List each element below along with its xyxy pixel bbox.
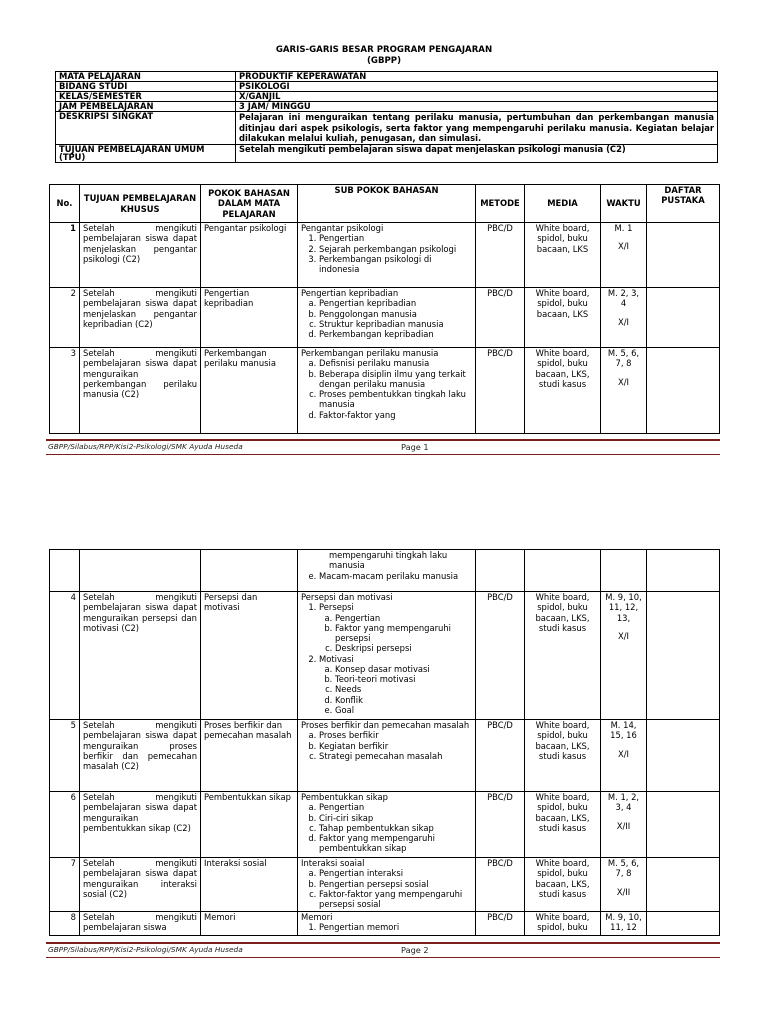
waktu-meeting: M. 1 bbox=[614, 223, 633, 233]
daftar-pustaka-cell bbox=[647, 720, 720, 792]
sub-title: Perkembangan perilaku manusia bbox=[301, 348, 439, 358]
info-row-mata-pelajaran bbox=[56, 72, 718, 82]
pokok-cell: Interaksi sosial bbox=[201, 858, 298, 912]
pokok-cell: Persepsi dan motivasi bbox=[201, 592, 298, 720]
tujuan-cell: Setelah mengikuti pembelajaran siswa dapat menguraikan persepsi dan motivasi (C2) bbox=[80, 592, 201, 720]
course-info-table bbox=[55, 71, 718, 163]
sub-pokok-cell bbox=[298, 550, 476, 592]
sub-pokok-cell bbox=[298, 720, 476, 792]
table-row bbox=[50, 223, 720, 288]
waktu-class: X/I bbox=[617, 316, 630, 327]
waktu-meeting: M. 5, 6, 7, 8 bbox=[607, 348, 640, 369]
list-group bbox=[319, 602, 472, 653]
list-item: a. Pengertian bbox=[335, 613, 472, 623]
list-item: d. Faktor yang mempengaruhi pembentukkan sikap bbox=[319, 833, 472, 854]
list-item: a. Pengertian interaksi bbox=[319, 868, 472, 878]
footer-rule bbox=[46, 439, 720, 441]
waktu-cell: M. 9, 10, 11, 12 bbox=[601, 912, 647, 936]
tujuan-cell: Setelah mengikuti pembelajaran siswa dapat menguraikan pembentukkan sikap (C2) bbox=[80, 792, 201, 858]
info-label: DESKRIPSI SINGKAT bbox=[56, 112, 236, 145]
waktu-cell bbox=[601, 858, 647, 912]
list-item: b. Beberapa disiplin ilmu yang terkait dengan perilaku manusia bbox=[319, 369, 472, 390]
table-row bbox=[50, 720, 720, 792]
list-item: e. Macam-macam perilaku manusia bbox=[319, 571, 472, 581]
waktu-meeting: M. 5, 6, 7, 8 bbox=[607, 858, 640, 879]
tujuan-cell bbox=[80, 550, 201, 592]
tujuan-cell: Setelah mengikuti pembelajaran siswa dapat menjelaskan pengantar psikologi (C2) bbox=[80, 223, 201, 288]
footer-source: GBPP/Silabus/RPP/Kisi2-Psikologi/SMK Ayuda Huseda bbox=[48, 945, 243, 954]
list-item: b. Pengertian persepsi sosial bbox=[319, 879, 472, 889]
metode-cell: PBC/D bbox=[476, 223, 525, 288]
row-number: 4 bbox=[50, 592, 80, 720]
info-value: PSIKOLOGI bbox=[236, 82, 718, 92]
metode-cell: PBC/D bbox=[476, 348, 525, 434]
info-row-deskripsi bbox=[56, 112, 718, 145]
list-item: e. Goal bbox=[335, 705, 472, 715]
list-item: 1. Pengertian bbox=[319, 233, 472, 243]
header-no: No. bbox=[50, 185, 80, 223]
list-item: d. Faktor-faktor yang bbox=[319, 410, 472, 420]
table-header-row bbox=[50, 185, 720, 223]
list-item: b. Kegiatan berfikir bbox=[319, 741, 472, 751]
header-media: MEDIA bbox=[525, 185, 601, 223]
list-item: c. Proses pembentukkan tingkah laku manusia bbox=[319, 389, 472, 410]
continued-text: mempengaruhi tingkah laku manusia bbox=[329, 550, 448, 571]
media-cell: White board, spidol, buku bacaan, LKS, studi kasus bbox=[525, 592, 601, 720]
header-sub-pokok: SUB POKOK BAHASAN bbox=[298, 185, 476, 223]
row-number bbox=[50, 550, 80, 592]
waktu-cell bbox=[601, 720, 647, 792]
sub-title: Pembentukkan sikap bbox=[301, 792, 388, 802]
list-item: c. Strategi pemecahan masalah bbox=[319, 751, 472, 761]
info-value: Setelah mengikuti pembelajaran siswa dapat menjelaskan psikologi manusia (C2) bbox=[236, 144, 718, 163]
info-label: MATA PELAJARAN bbox=[56, 72, 236, 82]
row-number: 2 bbox=[50, 288, 80, 348]
page-footer-1 bbox=[46, 442, 720, 456]
metode-cell: PBC/D bbox=[476, 720, 525, 792]
waktu-class: X/I bbox=[617, 748, 630, 759]
waktu-cell bbox=[601, 348, 647, 434]
info-row-tpu bbox=[56, 144, 718, 163]
list-item: 2. Sejarah perkembangan psikologi bbox=[319, 244, 472, 254]
sub-pokok-cell bbox=[298, 858, 476, 912]
media-cell: White board, spidol, buku bbox=[525, 912, 601, 936]
info-value: Pelajaran ini menguraikan tentang perilaku manusia, pertumbuhan dan perkembangan manusia ditinjau dari aspek psikologis, serta faktor yang mempengaruhi perilaku manusia. Kegiatan belajar dilakukan melalui kuliah, penugasan, dan simulasi. bbox=[236, 112, 718, 145]
sub-title: Memori bbox=[301, 912, 333, 922]
waktu-class: X/I bbox=[617, 241, 630, 252]
waktu-cell bbox=[601, 288, 647, 348]
metode-cell: PBC/D bbox=[476, 792, 525, 858]
media-cell: White board, spidol, buku bacaan, LKS, studi kasus bbox=[525, 792, 601, 858]
waktu-cell bbox=[601, 550, 647, 592]
info-label: KELAS/SEMESTER bbox=[56, 92, 236, 102]
waktu-meeting: M. 2, 3, 4 bbox=[607, 288, 640, 309]
header-waktu: WAKTU bbox=[601, 185, 647, 223]
footer-rule bbox=[46, 454, 720, 455]
list-item: c. Struktur kepribadian manusia bbox=[319, 319, 472, 329]
page-number: Page 1 bbox=[401, 442, 429, 452]
list-item: b. Penggolongan manusia bbox=[319, 309, 472, 319]
list-item: a. Konsep dasar motivasi bbox=[335, 664, 472, 674]
daftar-pustaka-cell bbox=[647, 912, 720, 936]
list-item: a. Defisnisi perilaku manusia bbox=[319, 358, 472, 368]
media-cell: White board, spidol, buku bacaan, LKS, studi kasus bbox=[525, 720, 601, 792]
waktu-class: X/II bbox=[616, 886, 631, 897]
syllabus-table-page-1 bbox=[49, 184, 720, 434]
info-row-kelas bbox=[56, 92, 718, 102]
document-subtitle: (GBPP) bbox=[366, 56, 402, 66]
tujuan-cell: Setelah mengikuti pembelajaran siswa dapat menguraikan perkembangan perilaku manusia (C2) bbox=[80, 348, 201, 434]
header-metode: METODE bbox=[476, 185, 525, 223]
table-row bbox=[50, 592, 720, 720]
group-title: Motivasi bbox=[319, 653, 354, 664]
list-item: b. Ciri-ciri sikap bbox=[319, 813, 472, 823]
list-item: 1. Pengertian memori bbox=[319, 922, 472, 932]
pokok-cell: Perkembangan perilaku manusia bbox=[201, 348, 298, 434]
sub-pokok-cell bbox=[298, 792, 476, 858]
media-cell bbox=[525, 550, 601, 592]
list-item: d. Konflik bbox=[335, 695, 472, 705]
header-tujuan: TUJUAN PEMBELAJARAN KHUSUS bbox=[80, 185, 201, 223]
daftar-pustaka-cell bbox=[647, 348, 720, 434]
row-number: 8 bbox=[50, 912, 80, 936]
row-number: 3 bbox=[50, 348, 80, 434]
waktu-meeting: M. 9, 10, 11, 12, 13, bbox=[605, 592, 642, 623]
page-footer-2 bbox=[46, 945, 720, 959]
table-row bbox=[50, 912, 720, 936]
waktu-cell bbox=[601, 223, 647, 288]
footer-rule bbox=[46, 957, 720, 958]
media-cell: White board, spidol, buku bacaan, LKS bbox=[525, 223, 601, 288]
footer-source: GBPP/Silabus/RPP/Kisi2-Psikologi/SMK Ayuda Huseda bbox=[48, 442, 243, 451]
header-daftar-pustaka: DAFTAR PUSTAKA bbox=[647, 185, 720, 223]
table-row-continuation bbox=[50, 550, 720, 592]
waktu-class: X/II bbox=[616, 820, 631, 831]
tujuan-cell: Setelah mengikuti pembelajaran siswa dapat menjelaskan pengantar kepribadian (C2) bbox=[80, 288, 201, 348]
row-number: 7 bbox=[50, 858, 80, 912]
sub-title: Interaksi soaial bbox=[301, 858, 365, 868]
waktu-class: X/I bbox=[617, 630, 630, 641]
pokok-cell: Proses berfikir dan pemecahan masalah bbox=[201, 720, 298, 792]
info-label: BIDANG STUDI bbox=[56, 82, 236, 92]
tujuan-cell: Setelah mengikuti pembelajaran siswa dapat menguraikan interaksi sosial (C2) bbox=[80, 858, 201, 912]
sub-pokok-cell bbox=[298, 288, 476, 348]
row-number: 6 bbox=[50, 792, 80, 858]
list-item: 3. Perkembangan psikologi di indonesia bbox=[319, 254, 472, 275]
sub-pokok-cell bbox=[298, 592, 476, 720]
row-number: 5 bbox=[50, 720, 80, 792]
info-row-bidang-studi bbox=[56, 82, 718, 92]
list-item: b. Faktor yang mempengaruhi persepsi bbox=[335, 623, 472, 644]
list-item: a. Pengertian kepribadian bbox=[319, 298, 472, 308]
daftar-pustaka-cell bbox=[647, 592, 720, 720]
pokok-cell: Pengertian kepribadian bbox=[201, 288, 298, 348]
daftar-pustaka-cell bbox=[647, 792, 720, 858]
waktu-meeting: M. 14, 15, 16 bbox=[610, 720, 637, 741]
waktu-meeting: M. 1, 2, 3, 4 bbox=[607, 792, 640, 813]
group-title: Persepsi bbox=[319, 602, 354, 613]
metode-cell bbox=[476, 550, 525, 592]
syllabus-table-page-2 bbox=[49, 549, 720, 936]
list-group bbox=[319, 654, 472, 716]
metode-cell: PBC/D bbox=[476, 912, 525, 936]
table-row bbox=[50, 288, 720, 348]
pokok-cell bbox=[201, 550, 298, 592]
list-item: c. Deskripsi persepsi bbox=[335, 643, 472, 653]
sub-title: Persepsi dan motivasi bbox=[301, 592, 393, 602]
pokok-cell: Pembentukkan sikap bbox=[201, 792, 298, 858]
info-value: X/GANJIL bbox=[236, 92, 718, 102]
table-row bbox=[50, 792, 720, 858]
footer-rule bbox=[46, 942, 720, 944]
media-cell: White board, spidol, buku bacaan, LKS, studi kasus bbox=[525, 348, 601, 434]
sub-title: Proses berfikir dan pemecahan masalah bbox=[301, 720, 470, 730]
tujuan-cell: Setelah mengikuti pembelajaran siswa bbox=[80, 912, 201, 936]
daftar-pustaka-cell bbox=[647, 288, 720, 348]
list-item: b. Teori-teori motivasi bbox=[335, 674, 472, 684]
row-number: 1 bbox=[50, 223, 80, 288]
info-value: PRODUKTIF KEPERAWATAN bbox=[236, 72, 718, 82]
waktu-class: X/I bbox=[617, 376, 630, 387]
sub-title: Pengantar psikologi bbox=[301, 223, 384, 233]
header-pokok: POKOK BAHASAN DALAM MATA PELAJARAN bbox=[201, 185, 298, 223]
info-value: 3 JAM/ MINGGU bbox=[236, 102, 718, 112]
metode-cell: PBC/D bbox=[476, 288, 525, 348]
table-row bbox=[50, 348, 720, 434]
waktu-cell bbox=[601, 592, 647, 720]
metode-cell: PBC/D bbox=[476, 858, 525, 912]
tujuan-cell: Setelah mengikuti pembelajaran siswa dapat menguraikan proses berfikir dan pemecahan masalah (C2) bbox=[80, 720, 201, 792]
info-label: JAM PEMBELAJARAN bbox=[56, 102, 236, 112]
sub-pokok-cell bbox=[298, 348, 476, 434]
pokok-cell: Pengantar psikologi bbox=[201, 223, 298, 288]
table-row bbox=[50, 858, 720, 912]
daftar-pustaka-cell bbox=[647, 223, 720, 288]
sub-pokok-cell bbox=[298, 223, 476, 288]
list-item: d. Perkembangan kepribadian bbox=[319, 329, 472, 339]
pokok-cell: Memori bbox=[201, 912, 298, 936]
document-title: GARIS-GARIS BESAR PROGRAM PENGAJARAN bbox=[275, 45, 493, 55]
list-item: a. Proses berfikir bbox=[319, 730, 472, 740]
list-item: a. Pengertian bbox=[319, 802, 472, 812]
daftar-pustaka-cell bbox=[647, 858, 720, 912]
list-item: c. Needs bbox=[335, 684, 472, 694]
sub-title: Pengertian kepribadian bbox=[301, 288, 399, 298]
sub-pokok-cell bbox=[298, 912, 476, 936]
daftar-pustaka-cell bbox=[647, 550, 720, 592]
list-item: c. Faktor-faktor yang mempengaruhi persepsi sosial bbox=[319, 889, 472, 910]
info-label: TUJUAN PEMBELAJARAN UMUM (TPU) bbox=[56, 144, 236, 163]
media-cell: White board, spidol, buku bacaan, LKS, studi kasus bbox=[525, 858, 601, 912]
metode-cell: PBC/D bbox=[476, 592, 525, 720]
list-item: c. Tahap pembentukkan sikap bbox=[319, 823, 472, 833]
waktu-cell bbox=[601, 792, 647, 858]
media-cell: White board, spidol, buku bacaan, LKS bbox=[525, 288, 601, 348]
page-number: Page 2 bbox=[401, 945, 429, 955]
info-row-jam bbox=[56, 102, 718, 112]
